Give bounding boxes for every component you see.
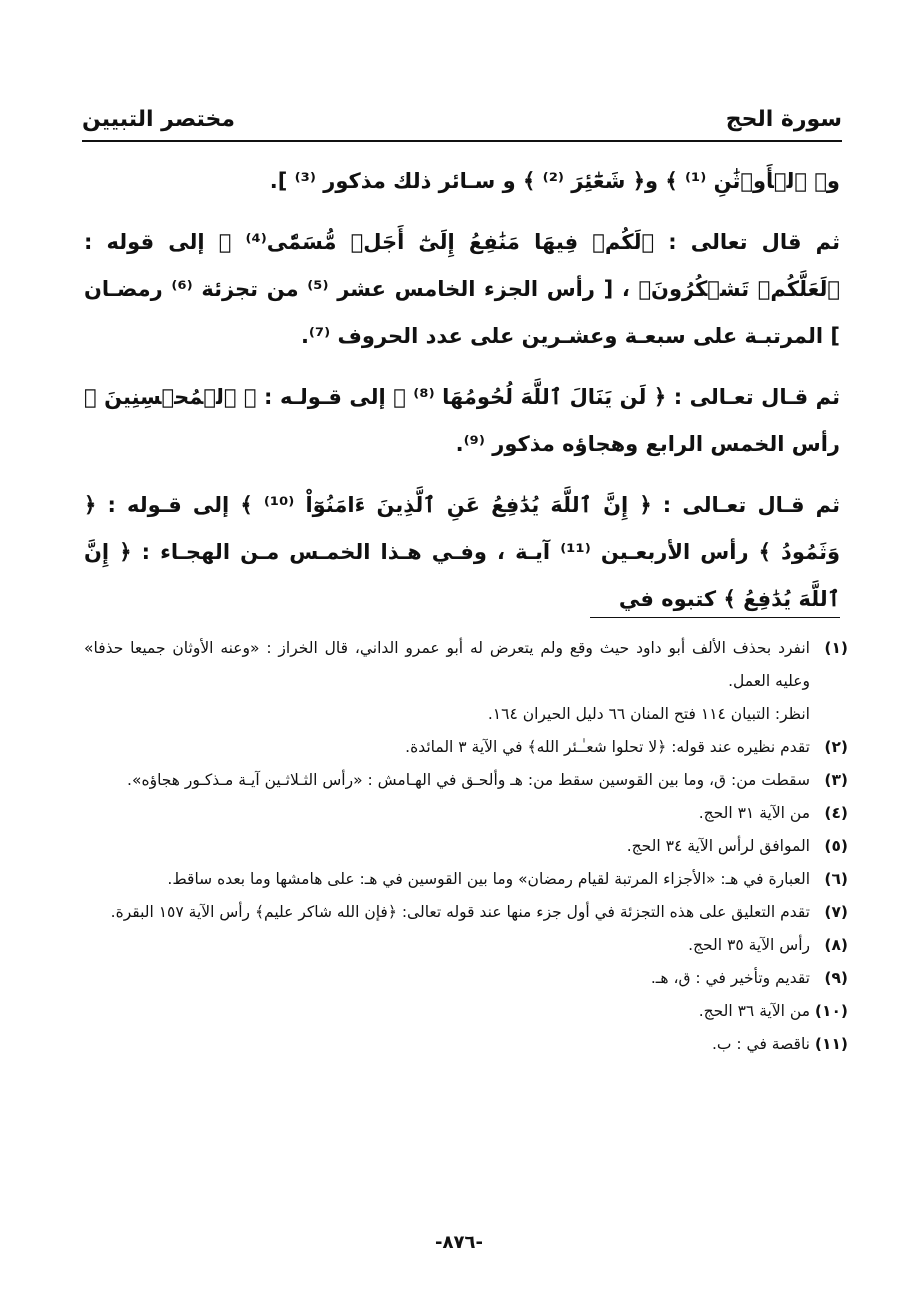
footnote-number: (٣)	[824, 771, 848, 789]
footnote-text: العبارة في هـ: «الأجزاء المرتبة لقيام رمضان» وما بين القوسين في هـ: على هامشها وما بعده ساقط.	[167, 870, 810, 888]
footnote-text: من الآية ٣٦ الحج.	[698, 1002, 810, 1020]
footnote-number: (٨)	[824, 936, 848, 954]
book-title: مختصر التبيين	[82, 107, 236, 132]
footnote	[84, 1028, 848, 1061]
footnote-text: تقديم وتأخير في : ق، هـ.	[650, 969, 810, 987]
footnote-text: رأس الآية ٣٥ الحج.	[688, 936, 810, 954]
footnote-number: (٢)	[824, 738, 848, 756]
footnote-number: (٤)	[824, 804, 848, 822]
footnote-text: سقطت من: ق، وما بين القوسين سقط من: هـ وألحـق في الهـامش : «رأس الثـلاثـين آيـة مـذكـور هجاؤه».	[127, 771, 810, 789]
footnote-number: (٧)	[824, 903, 848, 921]
main-text	[84, 158, 840, 637]
footnote	[84, 929, 848, 962]
footnote-number: (٩)	[824, 969, 848, 987]
paragraph: ثم قـال تعـالى : ﴿ إِنَّ ٱللَّهَ يُدَٰفِعُ عَنِ ٱلَّذِينَ ءَامَنُوٓاْ ⁽¹⁰⁾ ﴾ إلى قـوله : ﴿ وَثَمُودُ ﴾ رأس الأربعـين ⁽¹¹⁾ آيـة ، وفـي هـذا الخمـس مـن الهجـاء : ﴿ إِنَّ ٱللَّهَ يُدَٰفِعُ ﴾ كتبوه في	[84, 493, 841, 611]
footnote	[84, 962, 848, 995]
footnote	[84, 863, 848, 896]
paragraph: ثم قال تعالى : ﴿لَكُمۡ فِيهَا مَنَٰفِعُ إِلَىٰٓ أَجَلٖ مُّسَمّٗى⁽⁴⁾ ﴾ إلى قوله : ﴿لَعَلَّكُمۡ تَشۡكُرُونَ﴾ ، [ رأس الجزء الخامس عشر ⁽⁵⁾ من تجزئة ⁽⁶⁾ رمضـان ] المرتبـة على سبعـة وعشـرين على عدد الحروف ⁽⁷⁾.	[84, 230, 840, 348]
surah-title: سورة الحج	[725, 107, 842, 132]
footnote-text: تقدم نظيره عند قوله: ﴿لا تحلوا شعـٰـئر الله﴾ في الآية ٣ المائدة.	[405, 738, 810, 756]
footnotes	[84, 632, 848, 1061]
footnote	[84, 731, 848, 764]
footnote-text: تقدم التعليق على هذه التجزئة في أول جزء منها عند قوله تعالى: ﴿فإن الله شاكر عليم﴾ رأس الآية ١٥٧ البقرة.	[110, 903, 810, 921]
footnote-text: ناقصة في : ب.	[711, 1035, 810, 1053]
footnote-text: من الآية ٣١ الحج.	[698, 804, 810, 822]
footnote-number: (١)	[824, 639, 848, 657]
paragraph: ثم قـال تعـالى : ﴿ لَن يَنَالَ ٱللَّهَ لُحُومُهَا ⁽⁸⁾ ﴾ إلى قـولـه : ﴿ ٱلۡمُحۡسِنِينَ ﴾ رأس الخمس الرابع وهجاؤه مذكور ⁽⁹⁾.	[84, 385, 840, 456]
footnote-divider	[590, 617, 840, 618]
footnote	[84, 797, 848, 830]
footnote-number: (٦)	[824, 870, 848, 888]
paragraph: و﴿ ٱلۡأَوۡثَٰنِ ⁽¹⁾ ﴾ و﴿ شَعَٰٓئِرَ ⁽²⁾ ﴾ و سـائر ذلك مذكور ⁽³⁾ ].	[269, 169, 840, 193]
footnote-number: (٥)	[824, 837, 848, 855]
header-divider	[82, 140, 842, 142]
footnote-number: (١١)	[814, 1035, 848, 1053]
footnote	[84, 896, 848, 929]
footnote-text: انفرد بحذف الألف أبو داود حيث وقع ولم يتعرض له أبو عمرو الداني، قال الخراز : «وعنه الأوثان جميعا حذفا» وعليه العمل.	[84, 639, 810, 690]
footnote	[84, 632, 848, 731]
footnote-text: الموافق لرأس الآية ٣٤ الحج.	[626, 837, 810, 855]
footnote-number: (١٠)	[814, 1002, 848, 1020]
running-header	[82, 88, 842, 132]
footnote	[84, 764, 848, 797]
page-number: -٨٧٦-	[435, 1232, 483, 1253]
footnote	[84, 995, 848, 1028]
footnote	[84, 830, 848, 863]
footnote-text: انظر: التبيان ١١٤ فتح المنان ٦٦ دليل الحيران ١٦٤.	[487, 705, 810, 723]
